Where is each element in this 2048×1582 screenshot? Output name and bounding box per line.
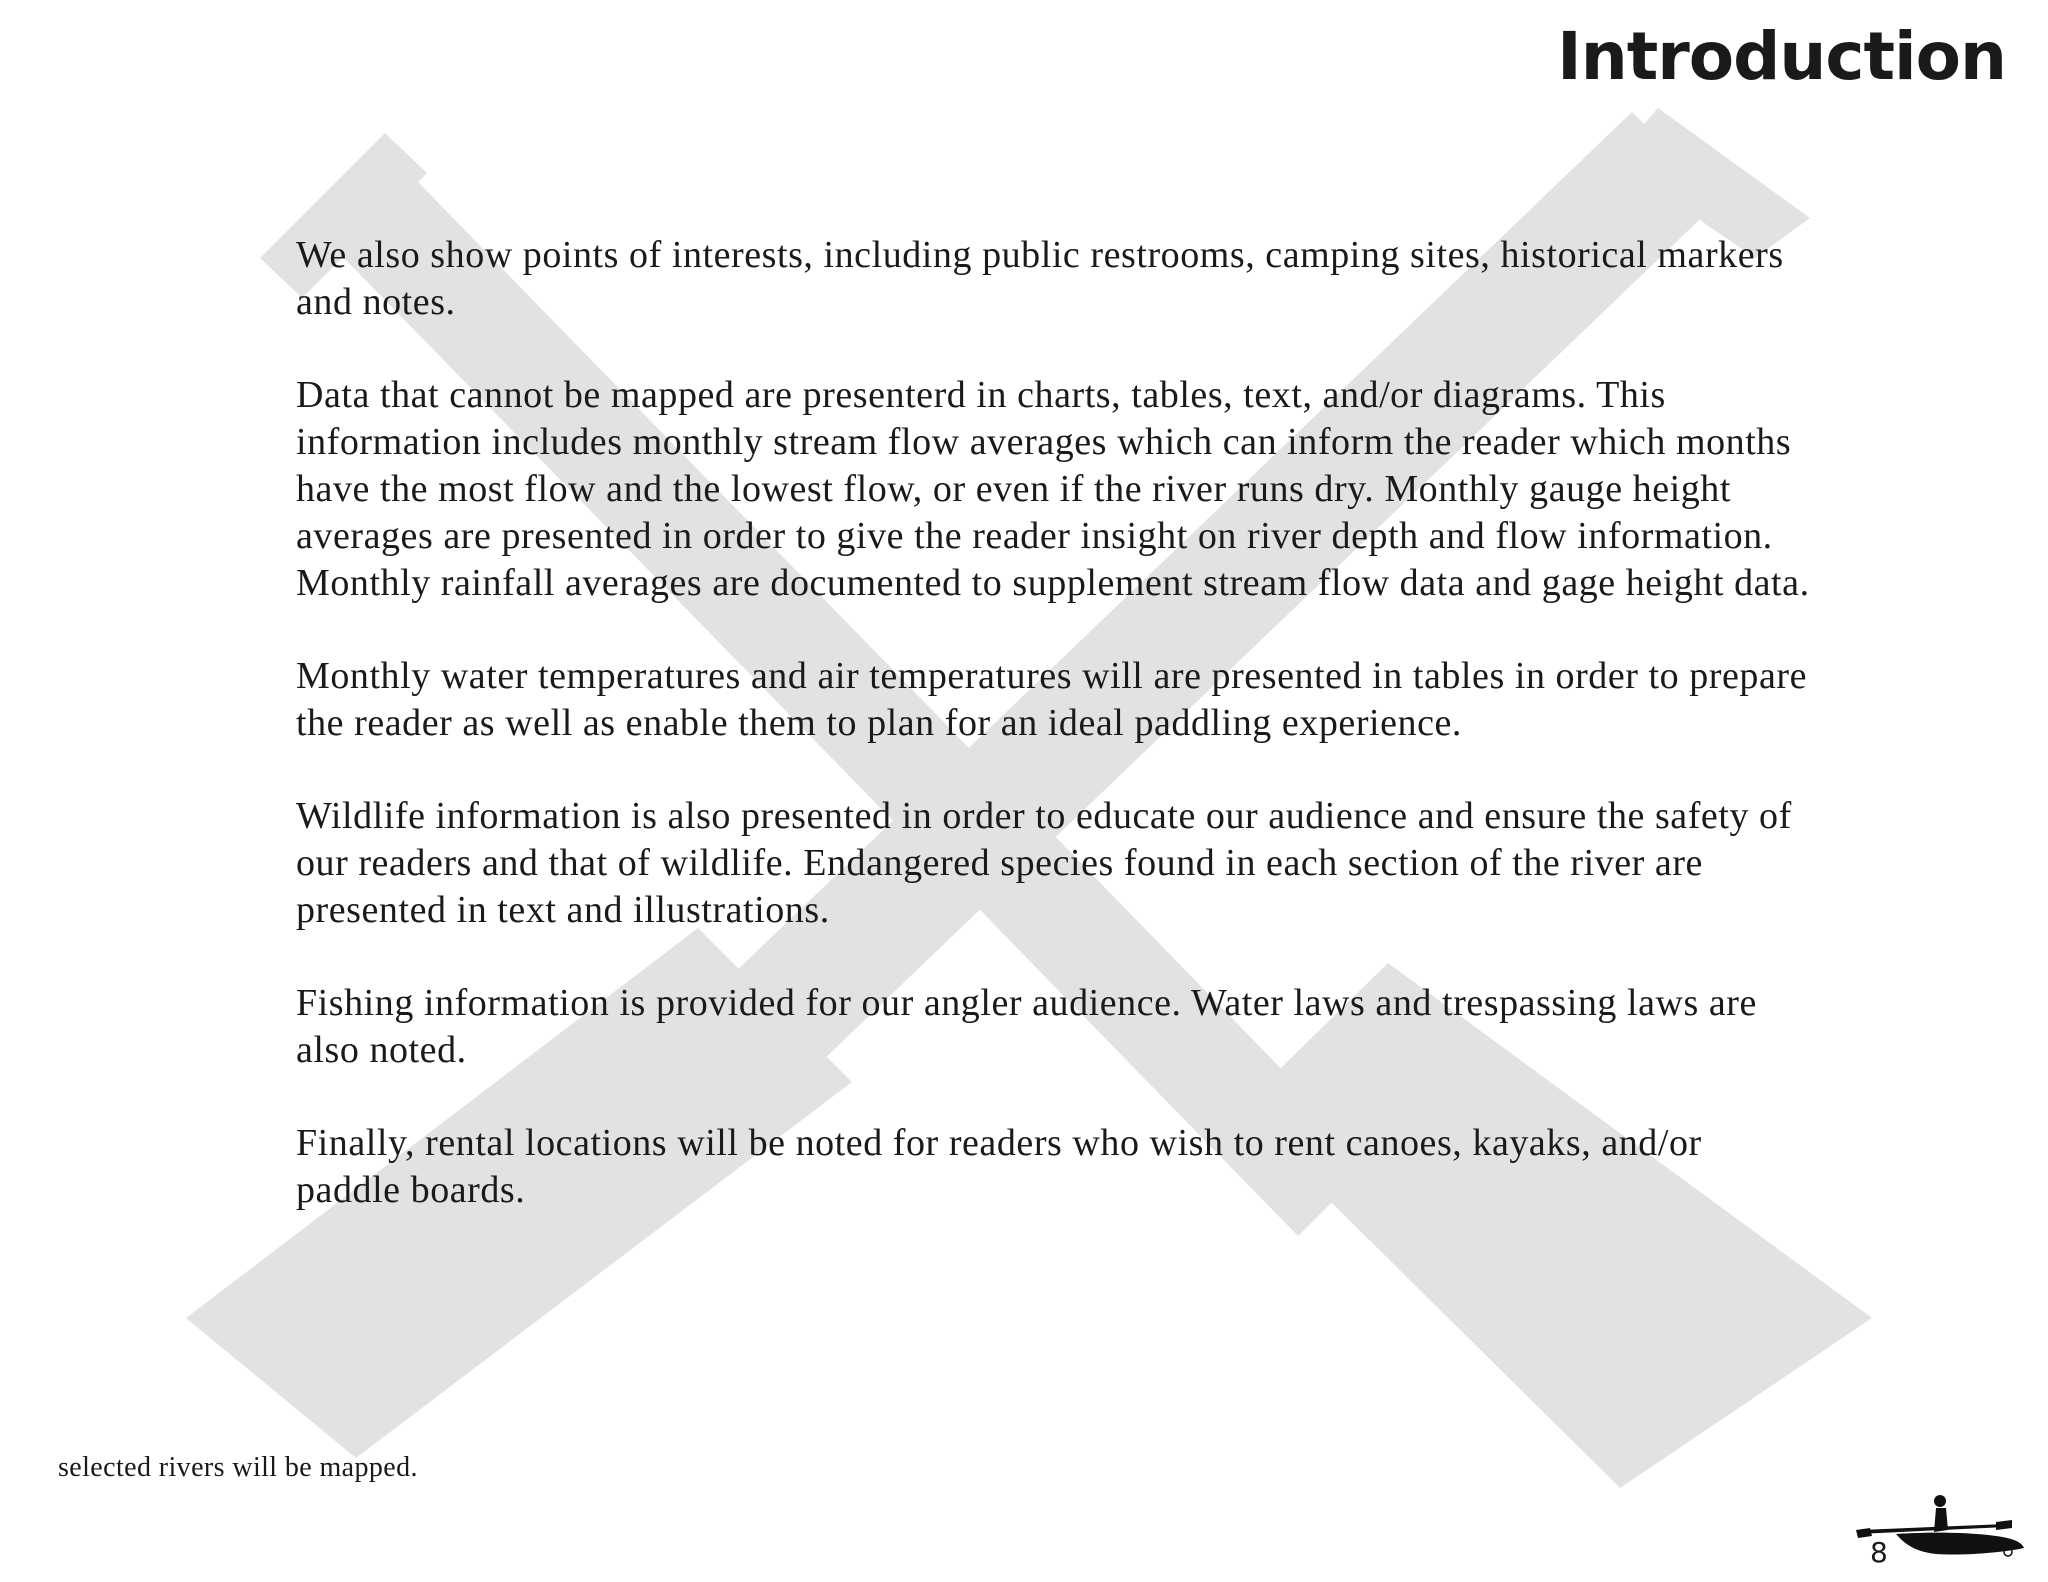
paragraph-temperatures: Monthly water temperatures and air temperatures will are presented in tables in order to prepare the reader as well as enable them to plan for an ideal paddling experience.	[296, 655, 1807, 744]
page-title: Introduction	[1557, 18, 2006, 95]
footnote: selected rivers will be mapped.	[58, 1452, 418, 1483]
paragraph-fishing: Fishing information is provided for our angler audience. Water laws and trespassing laws are also noted.	[296, 982, 1757, 1071]
paragraph-rentals: Finally, rental locations will be noted for readers who wish to rent canoes, kayaks, and/or paddle boards.	[296, 1122, 1702, 1211]
kayak-paddle	[1858, 1524, 2006, 1534]
paragraph-charts-tables: Data that cannot be mapped are presenterd in charts, tables, text, and/or diagrams. This information includes monthly stream flow averages which can inform the reader which months have the most flow and the lowest flow, or even if the river runs dry. Monthly gauge height averages are presented in order to give the reader insight on river depth and flow information. Monthly rainfall averages are documented to supplement stream flow data and gage height data.	[296, 374, 1810, 604]
paragraph-points-of-interest: We also show points of interests, including public restrooms, camping sites, historical markers and notes.	[296, 234, 1784, 323]
kayak-paddle-blade-right	[1996, 1520, 2012, 1530]
paragraph-wildlife: Wildlife information is also presented in order to educate our audience and ensure the safety of our readers and that of wildlife. Endangered species found in each section of the river are presented in text and illustrations.	[296, 795, 1792, 931]
page-number: 8	[1870, 1536, 1888, 1569]
body-text	[296, 232, 1816, 1260]
kayaker-head	[1934, 1495, 1946, 1507]
